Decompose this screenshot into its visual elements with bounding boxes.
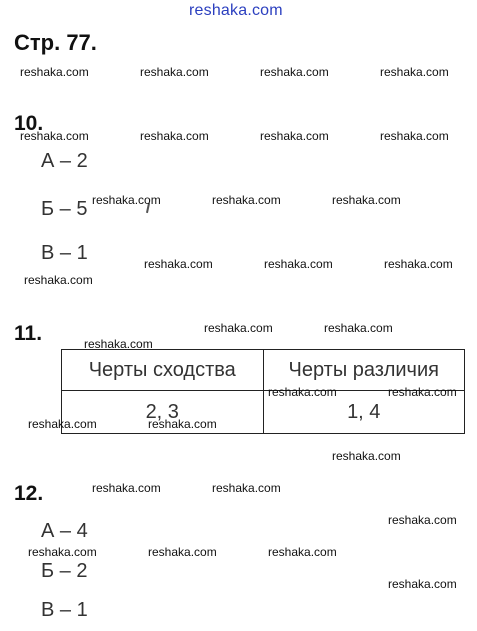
task-10-answer-c: В – 1 xyxy=(41,242,88,264)
task-number-12: 12. xyxy=(14,482,44,505)
watermark: reshaka.com xyxy=(324,321,393,335)
task-12-answer-c: В – 1 xyxy=(41,599,88,621)
task-number-11: 11. xyxy=(14,322,43,345)
task-10-answer-a: А – 2 xyxy=(41,150,88,172)
table-cell-differences: 1, 4 xyxy=(263,391,465,434)
watermark: reshaka.com xyxy=(92,481,161,495)
watermark: reshaka.com xyxy=(212,193,281,207)
task-10-answer-b: Б – 5 xyxy=(41,198,88,220)
watermark: reshaka.com xyxy=(28,417,97,431)
watermark: reshaka.com xyxy=(20,129,89,143)
task-12-answer-b: Б – 2 xyxy=(41,560,88,582)
watermark: reshaka.com xyxy=(212,481,281,495)
watermark: reshaka.com xyxy=(380,129,449,143)
watermark: reshaka.com xyxy=(268,545,337,559)
watermark: reshaka.com xyxy=(260,65,329,79)
watermark: reshaka.com xyxy=(140,129,209,143)
watermark: reshaka.com xyxy=(384,257,453,271)
watermark: reshaka.com xyxy=(332,193,401,207)
table-header-differences: Черты различия xyxy=(263,350,465,391)
table-header-similarities: Черты сходства xyxy=(62,350,264,391)
watermark: reshaka.com xyxy=(84,337,153,351)
site-brand: reshaka.com xyxy=(189,2,283,19)
task-12-answer-a: А – 4 xyxy=(41,520,88,542)
watermark: reshaka.com xyxy=(388,577,457,591)
watermark: reshaka.com xyxy=(264,257,333,271)
watermark: reshaka.com xyxy=(260,129,329,143)
watermark: reshaka.com xyxy=(148,417,217,431)
watermark: reshaka.com xyxy=(268,385,337,399)
watermark: reshaka.com xyxy=(140,65,209,79)
task-number-10: 10. xyxy=(14,112,44,135)
watermark: reshaka.com xyxy=(380,65,449,79)
table-cell-similarities: 2, 3 xyxy=(62,391,264,434)
watermark: reshaka.com xyxy=(388,385,457,399)
watermark: reshaka.com xyxy=(144,257,213,271)
watermark: reshaka.com xyxy=(148,545,217,559)
page-title: Стр. 77. xyxy=(14,30,97,55)
watermark: reshaka.com xyxy=(332,449,401,463)
watermark: reshaka.com xyxy=(204,321,273,335)
watermark: reshaka.com xyxy=(24,273,93,287)
watermark: reshaka.com xyxy=(92,193,161,207)
watermark: reshaka.com xyxy=(28,545,97,559)
watermark: reshaka.com xyxy=(20,65,89,79)
watermark: reshaka.com xyxy=(388,513,457,527)
